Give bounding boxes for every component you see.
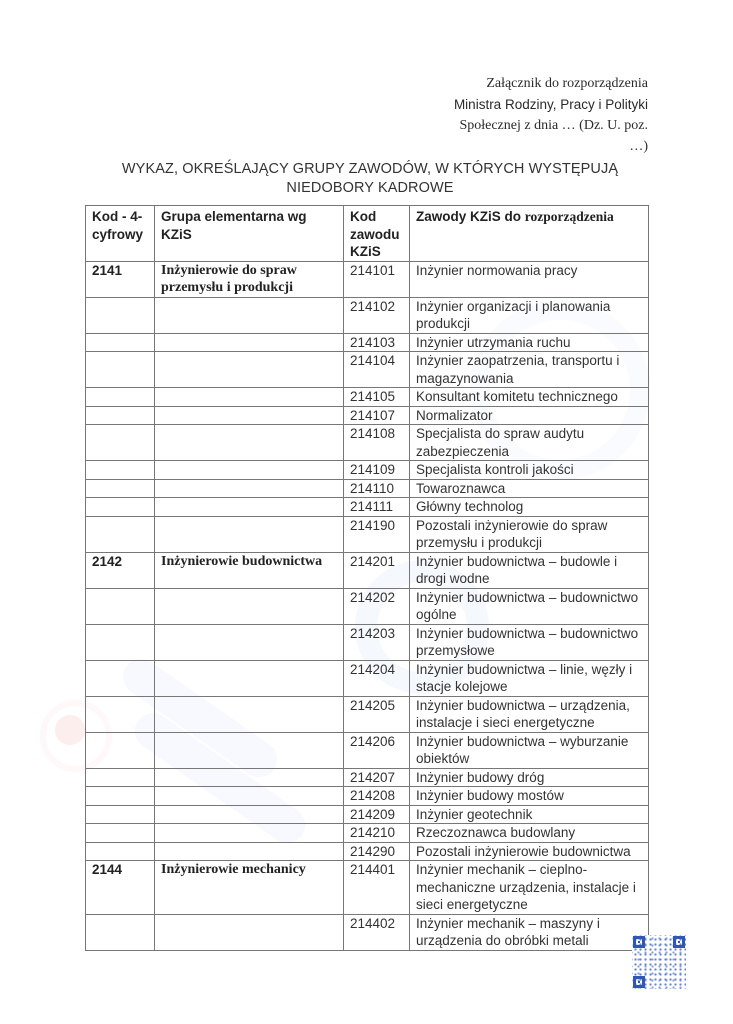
group-code-cell	[86, 805, 155, 824]
group-name-cell	[155, 352, 344, 388]
occupation-name-cell: Inżynier mechanik – maszyny i urządzenia do obróbki metali	[410, 914, 649, 950]
occupation-name-cell: Pozostali inżynierowie budownictwa	[410, 842, 649, 861]
occupation-name-cell: Inżynier normowania pracy	[410, 261, 649, 297]
table-row	[86, 660, 649, 696]
group-name-cell	[155, 732, 344, 768]
occupation-code-cell: 214203	[344, 624, 410, 660]
table-row	[86, 425, 649, 461]
occupation-code-cell: 214401	[344, 861, 410, 915]
occupation-code-cell: 214207	[344, 768, 410, 787]
annex-line: Ministra Rodziny, Pracy i Polityki	[453, 96, 648, 112]
occupation-name-cell: Rzeczoznawca budowlany	[410, 824, 649, 843]
table-row	[86, 787, 649, 806]
group-name-cell	[155, 914, 344, 950]
group-code-cell: 2141	[86, 261, 155, 297]
table-row	[86, 768, 649, 787]
group-code-cell	[86, 297, 155, 333]
table-row	[86, 861, 649, 915]
qr-finder	[673, 936, 685, 948]
occupation-name-cell: Konsultant komitetu technicznego	[410, 388, 649, 407]
group-name-cell	[155, 787, 344, 806]
title-line: WYKAZ, OKREŚLAJĄCY GRUPY ZAWODÓW, W KTÓRYCH WYSTĘPUJĄ	[121, 161, 619, 177]
annex-line: Załącznik do rozporządzenia	[486, 76, 648, 91]
group-code-cell	[86, 787, 155, 806]
header-occupations	[410, 206, 649, 262]
watermark-red-dot	[55, 715, 85, 745]
occupation-code-cell: 214111	[344, 498, 410, 517]
header-elementary-group: Grupa elementarna wg KZiS	[155, 206, 344, 262]
group-code-cell	[86, 498, 155, 517]
group-code-cell	[86, 842, 155, 861]
occupation-code-cell: 214210	[344, 824, 410, 843]
group-name-cell	[155, 660, 344, 696]
group-name-cell	[155, 842, 344, 861]
table-row	[86, 588, 649, 624]
group-name-cell	[155, 498, 344, 517]
group-code-cell	[86, 479, 155, 498]
occupation-code-cell: 214108	[344, 425, 410, 461]
occupation-code-cell: 214101	[344, 261, 410, 297]
annex-line	[418, 115, 648, 137]
group-name-cell	[155, 297, 344, 333]
table-body	[86, 261, 649, 950]
occupation-name-cell: Inżynier budownictwa – budownictwo ogólne	[410, 588, 649, 624]
occupation-code-cell: 214204	[344, 660, 410, 696]
group-code-cell	[86, 352, 155, 388]
occupation-code-cell: 214201	[344, 552, 410, 588]
group-code-cell	[86, 914, 155, 950]
group-code-cell	[86, 624, 155, 660]
table-row	[86, 461, 649, 480]
table-row	[86, 333, 649, 352]
occupation-name-cell: Inżynier utrzymania ruchu	[410, 333, 649, 352]
occupation-code-cell: 214209	[344, 805, 410, 824]
group-name-cell	[155, 406, 344, 425]
annex-header	[418, 74, 648, 157]
table-row	[86, 498, 649, 517]
occupation-code-cell: 214402	[344, 914, 410, 950]
occupation-name-cell: Inżynier budownictwa – urządzenia, instalacje i sieci energetyczne	[410, 696, 649, 732]
title-line: NIEDOBORY KADROWE	[286, 180, 454, 196]
table-row	[86, 352, 649, 388]
qr-finder	[633, 936, 645, 948]
group-code-cell	[86, 660, 155, 696]
occupation-name-cell: Specjalista do spraw audytu zabezpieczenia	[410, 425, 649, 461]
group-code-cell	[86, 516, 155, 552]
occupation-code-cell: 214102	[344, 297, 410, 333]
group-name-cell	[155, 824, 344, 843]
group-name-cell	[155, 516, 344, 552]
annex-line: …)	[629, 138, 648, 154]
table-row	[86, 406, 649, 425]
group-name-cell	[155, 805, 344, 824]
occupation-code-cell: 214190	[344, 516, 410, 552]
occupation-code-cell: 214205	[344, 696, 410, 732]
group-name-cell	[155, 388, 344, 407]
occupation-code-cell: 214109	[344, 461, 410, 480]
table-row	[86, 388, 649, 407]
occupation-name-cell: Inżynier budownictwa – budowle i drogi wodne	[410, 552, 649, 588]
table-row	[86, 805, 649, 824]
occupation-name-cell: Inżynier budownictwa – linie, węzły i stacje kolejowe	[410, 660, 649, 696]
document-title	[80, 160, 660, 198]
group-name-cell	[155, 768, 344, 787]
qr-finder	[633, 976, 645, 988]
occupation-name-cell: Inżynier mechanik – cieplno-mechaniczne urządzenia, instalacje i sieci energetyczne	[410, 861, 649, 915]
occupation-name-cell: Inżynier zaopatrzenia, transportu i magazynowania	[410, 352, 649, 388]
group-code-cell	[86, 425, 155, 461]
occupation-code-cell: 214110	[344, 479, 410, 498]
table-header-row	[86, 206, 649, 262]
group-code-cell	[86, 388, 155, 407]
occupation-name-cell: Inżynier organizacji i planowania produkcji	[410, 297, 649, 333]
table-row	[86, 297, 649, 333]
group-name-cell	[155, 696, 344, 732]
table-row	[86, 552, 649, 588]
group-code-cell	[86, 824, 155, 843]
qr-code-icon[interactable]	[632, 935, 686, 989]
group-name-cell: Inżynierowie budownictwa	[155, 552, 344, 588]
annex-line-text: Społecznej z dnia … (Dz. U. poz.	[459, 118, 648, 133]
occupation-name-cell: Pozostali inżynierowie do spraw przemysłu i produkcji	[410, 516, 649, 552]
group-code-cell	[86, 406, 155, 425]
table-row	[86, 824, 649, 843]
group-code-cell: 2144	[86, 861, 155, 915]
table-row	[86, 696, 649, 732]
occupation-name-cell: Główny technolog	[410, 498, 649, 517]
table-row	[86, 624, 649, 660]
group-code-cell	[86, 768, 155, 787]
table-row	[86, 732, 649, 768]
group-name-cell: Inżynierowie do spraw przemysłu i produkcji	[155, 261, 344, 297]
occupation-code-cell: 214208	[344, 787, 410, 806]
group-code-cell	[86, 333, 155, 352]
header-occupations-text: rozporządzenia	[524, 209, 614, 224]
table-row	[86, 914, 649, 950]
header-occupation-code: Kod zawodu KZiS	[344, 206, 410, 262]
occupation-name-cell: Inżynier geotechnik	[410, 805, 649, 824]
occupation-name-cell: Inżynier budowy mostów	[410, 787, 649, 806]
group-code-cell	[86, 696, 155, 732]
occupations-table	[85, 205, 649, 951]
header-4digit-code: Kod - 4-cyfrowy	[86, 206, 155, 262]
occupation-code-cell: 214202	[344, 588, 410, 624]
table-row	[86, 516, 649, 552]
occupation-name-cell: Inżynier budownictwa – wyburzanie obiektów	[410, 732, 649, 768]
group-name-cell	[155, 461, 344, 480]
occupation-name-cell: Normalizator	[410, 406, 649, 425]
table-row	[86, 842, 649, 861]
occupation-name-cell: Specjalista kontroli jakości	[410, 461, 649, 480]
group-code-cell	[86, 588, 155, 624]
occupation-code-cell: 214104	[344, 352, 410, 388]
table-row	[86, 479, 649, 498]
group-name-cell	[155, 624, 344, 660]
occupation-code-cell: 214290	[344, 842, 410, 861]
group-code-cell	[86, 732, 155, 768]
occupation-name-cell: Inżynier budowy dróg	[410, 768, 649, 787]
occupation-code-cell: 214103	[344, 333, 410, 352]
group-name-cell	[155, 425, 344, 461]
group-name-cell: Inżynierowie mechanicy	[155, 861, 344, 915]
table-row	[86, 261, 649, 297]
group-name-cell	[155, 479, 344, 498]
occupation-name-cell: Inżynier budownictwa – budownictwo przemysłowe	[410, 624, 649, 660]
header-occupations-text: Zawody KZiS do	[416, 209, 525, 224]
occupation-name-cell: Towaroznawca	[410, 479, 649, 498]
group-name-cell	[155, 588, 344, 624]
occupation-code-cell: 214107	[344, 406, 410, 425]
group-code-cell: 2142	[86, 552, 155, 588]
group-name-cell	[155, 333, 344, 352]
group-code-cell	[86, 461, 155, 480]
occupation-code-cell: 214105	[344, 388, 410, 407]
occupation-code-cell: 214206	[344, 732, 410, 768]
